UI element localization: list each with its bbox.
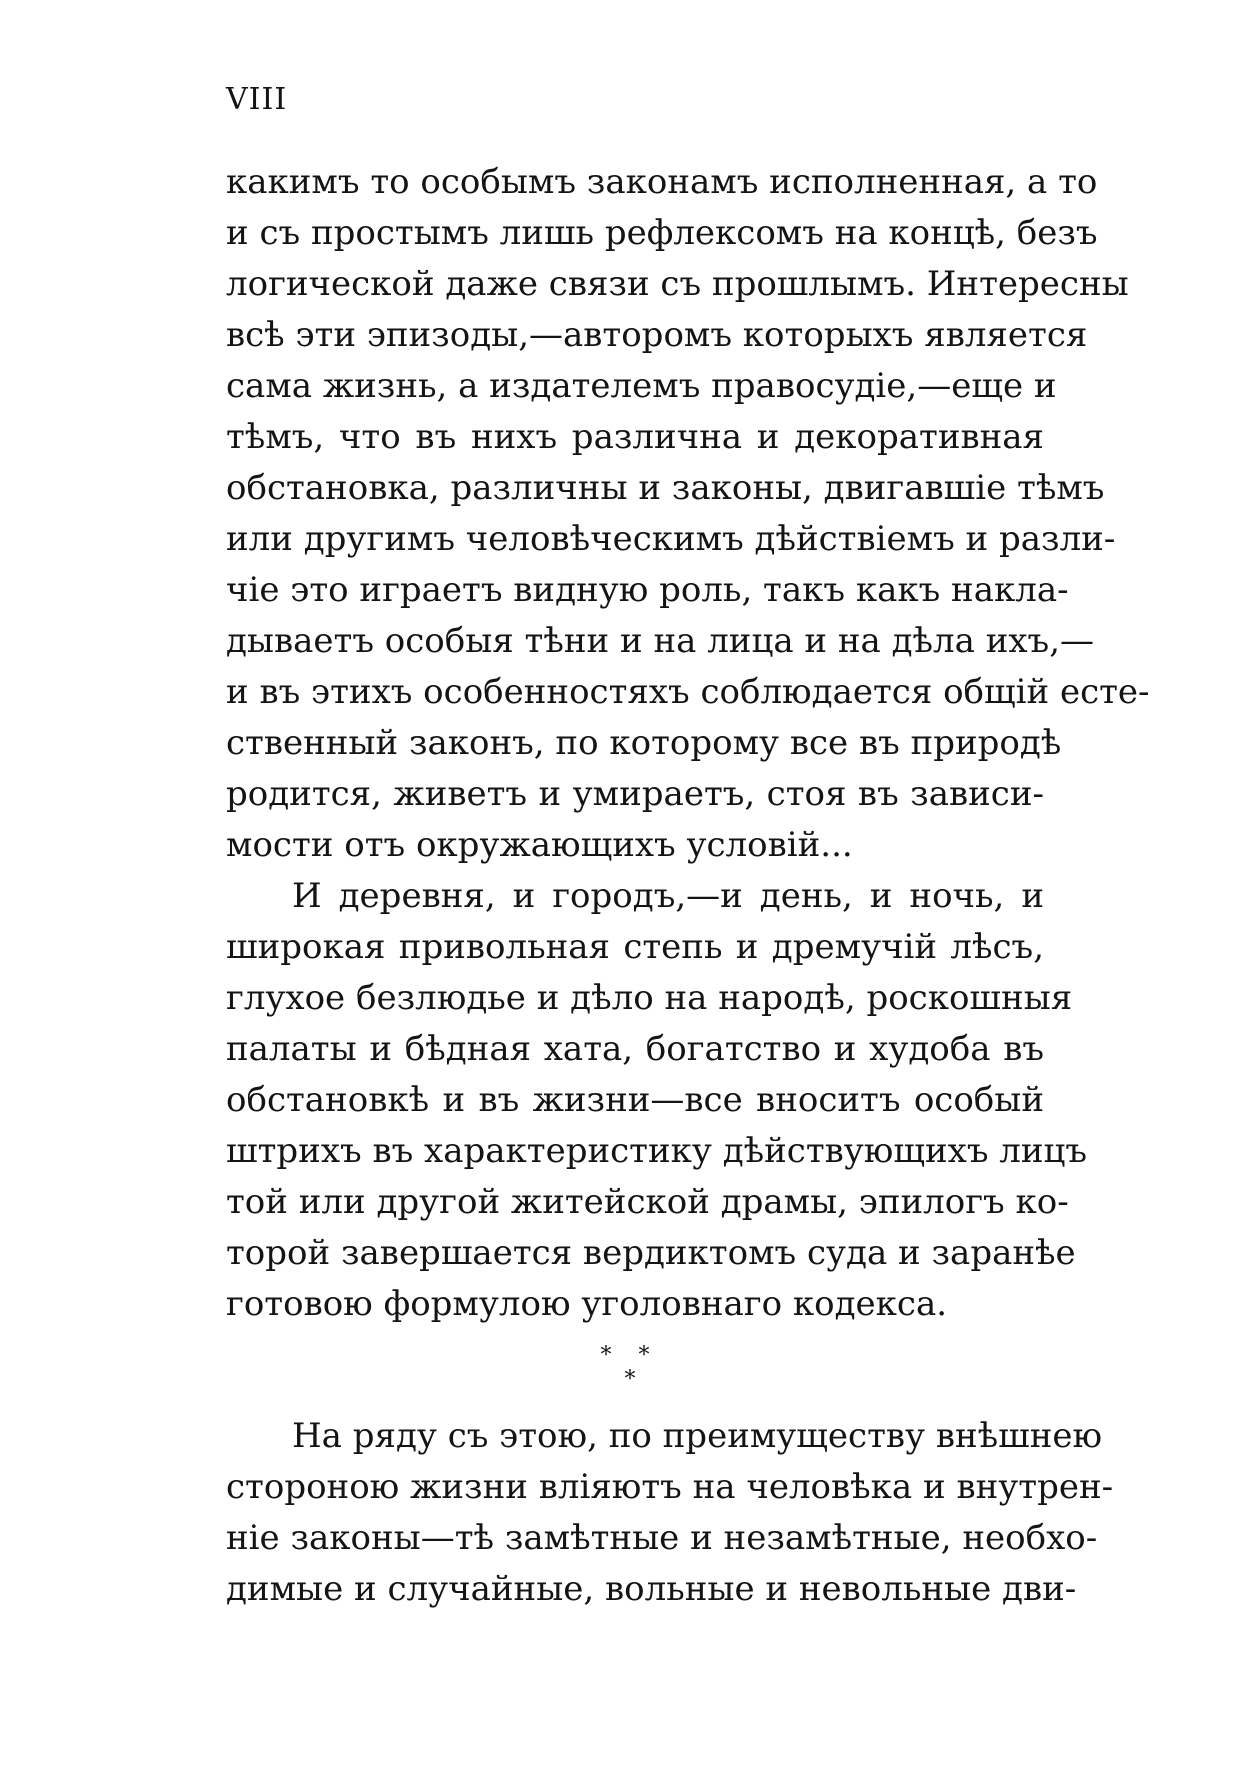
text-line: родится, живетъ и умираетъ, стоя въ зависи- (226, 774, 1044, 814)
text-line: стороною жизни вліяютъ на человѣка и внутрен- (226, 1467, 1114, 1507)
text-line: мости отъ окружающихъ условій... (226, 825, 853, 865)
asterism-bottom: * (624, 1367, 636, 1392)
text-line: ніе законы—тѣ замѣтные и незамѣтные, необхо- (226, 1518, 1098, 1558)
text-line: штрихъ въ характеристику дѣйствующихъ лицъ (226, 1131, 1088, 1171)
text-line: какимъ то особымъ законамъ исполненная, а то (226, 162, 1098, 202)
text-line: готовою формулою уголовнаго кодекса. (226, 1284, 948, 1324)
text-line: ственный законъ, по которому все въ природѣ (226, 723, 1062, 763)
page-number: VIII (226, 82, 288, 117)
text-line: логической даже связи съ прошлымъ. Интересны (226, 264, 1129, 304)
text-line: И деревня, и городъ,—и день, и ночь, и (292, 876, 1044, 916)
text-line: дываетъ особыя тѣни и на лица и на дѣла ихъ,— (226, 621, 1094, 661)
text-line: На ряду съ этою, по преимуществу внѣшнею (292, 1416, 1103, 1456)
text-line: широкая привольная степь и дремучій лѣсъ, (226, 927, 1044, 967)
text-line: глухое безлюдье и дѣло на народѣ, роскошныя (226, 978, 1073, 1018)
text-line: димые и случайные, вольные и невольные дви- (226, 1569, 1077, 1609)
text-line: той или другой житейской драмы, эпилогъ ко- (226, 1182, 1069, 1222)
text-line: палаты и бѣдная хата, богатство и худоба въ (226, 1029, 1044, 1069)
text-line: тѣмъ, что въ нихъ различна и декоративная (226, 417, 1044, 457)
asterism-separator (590, 1344, 670, 1400)
asterism-top: * * (600, 1343, 660, 1368)
text-line: торой завершается вердиктомъ суда и заранѣе (226, 1233, 1076, 1273)
text-line: обстановка, различны и законы, двигавшіе тѣмъ (226, 468, 1105, 508)
text-line: чіе это играетъ видную роль, такъ какъ накла- (226, 570, 1069, 610)
text-line: и въ этихъ особенностяхъ соблюдается общій есте- (226, 672, 1150, 712)
text-line: сама жизнь, а издателемъ правосудіе,—еще и (226, 366, 1057, 406)
text-line: и съ простымъ лишь рефлексомъ на концѣ, безъ (226, 213, 1098, 253)
text-line: всѣ эти эпизоды,—авторомъ которыхъ является (226, 315, 1088, 355)
text-line: обстановкѣ и въ жизни—все вноситъ особый (226, 1080, 1044, 1120)
text-line: или другимъ человѣческимъ дѣйствіемъ и разли- (226, 519, 1116, 559)
